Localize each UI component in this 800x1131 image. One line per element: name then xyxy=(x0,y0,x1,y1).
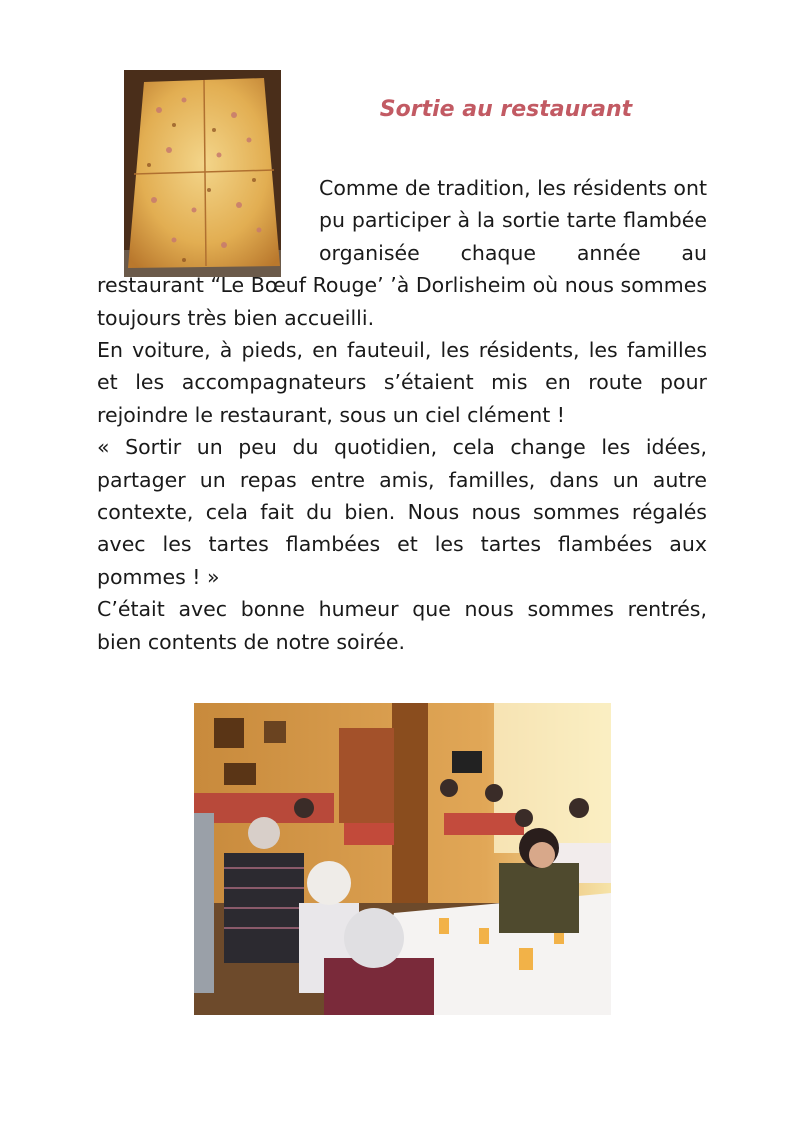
article-paragraph-1: Comme de tradition, les résidents ont pu participer à la sortie tarte flambée organisée chaque année au restaurant “Le Bœuf Rouge’ ’à Dorlisheim où nous sommes toujours très bien accueilli. xyxy=(97,176,707,330)
image-wrap-spacer xyxy=(97,172,319,269)
article-paragraph-4: C’était avec bonne humeur que nous sommes rentrés, bien contents de notre soirée. xyxy=(97,597,707,654)
restaurant-scene-illustration xyxy=(194,703,611,1015)
article-paragraph-3: « Sortir un peu du quotidien, cela change les idées, partager un repas entre amis, familles, dans un autre contexte, cela fait du bien. Nous nous sommes régalés avec les tartes flambées et les tartes flambées aux pommes ! » xyxy=(97,435,707,589)
article-title: Sortie au restaurant xyxy=(379,97,633,122)
article-body xyxy=(97,172,707,658)
article-paragraph-2: En voiture, à pieds, en fauteuil, les résidents, les familles et les accompagnateurs s’étaient mis en route pour rejoindre le restaurant, sous un ciel clément ! xyxy=(97,338,707,427)
restaurant-residents-photo xyxy=(194,703,611,1015)
